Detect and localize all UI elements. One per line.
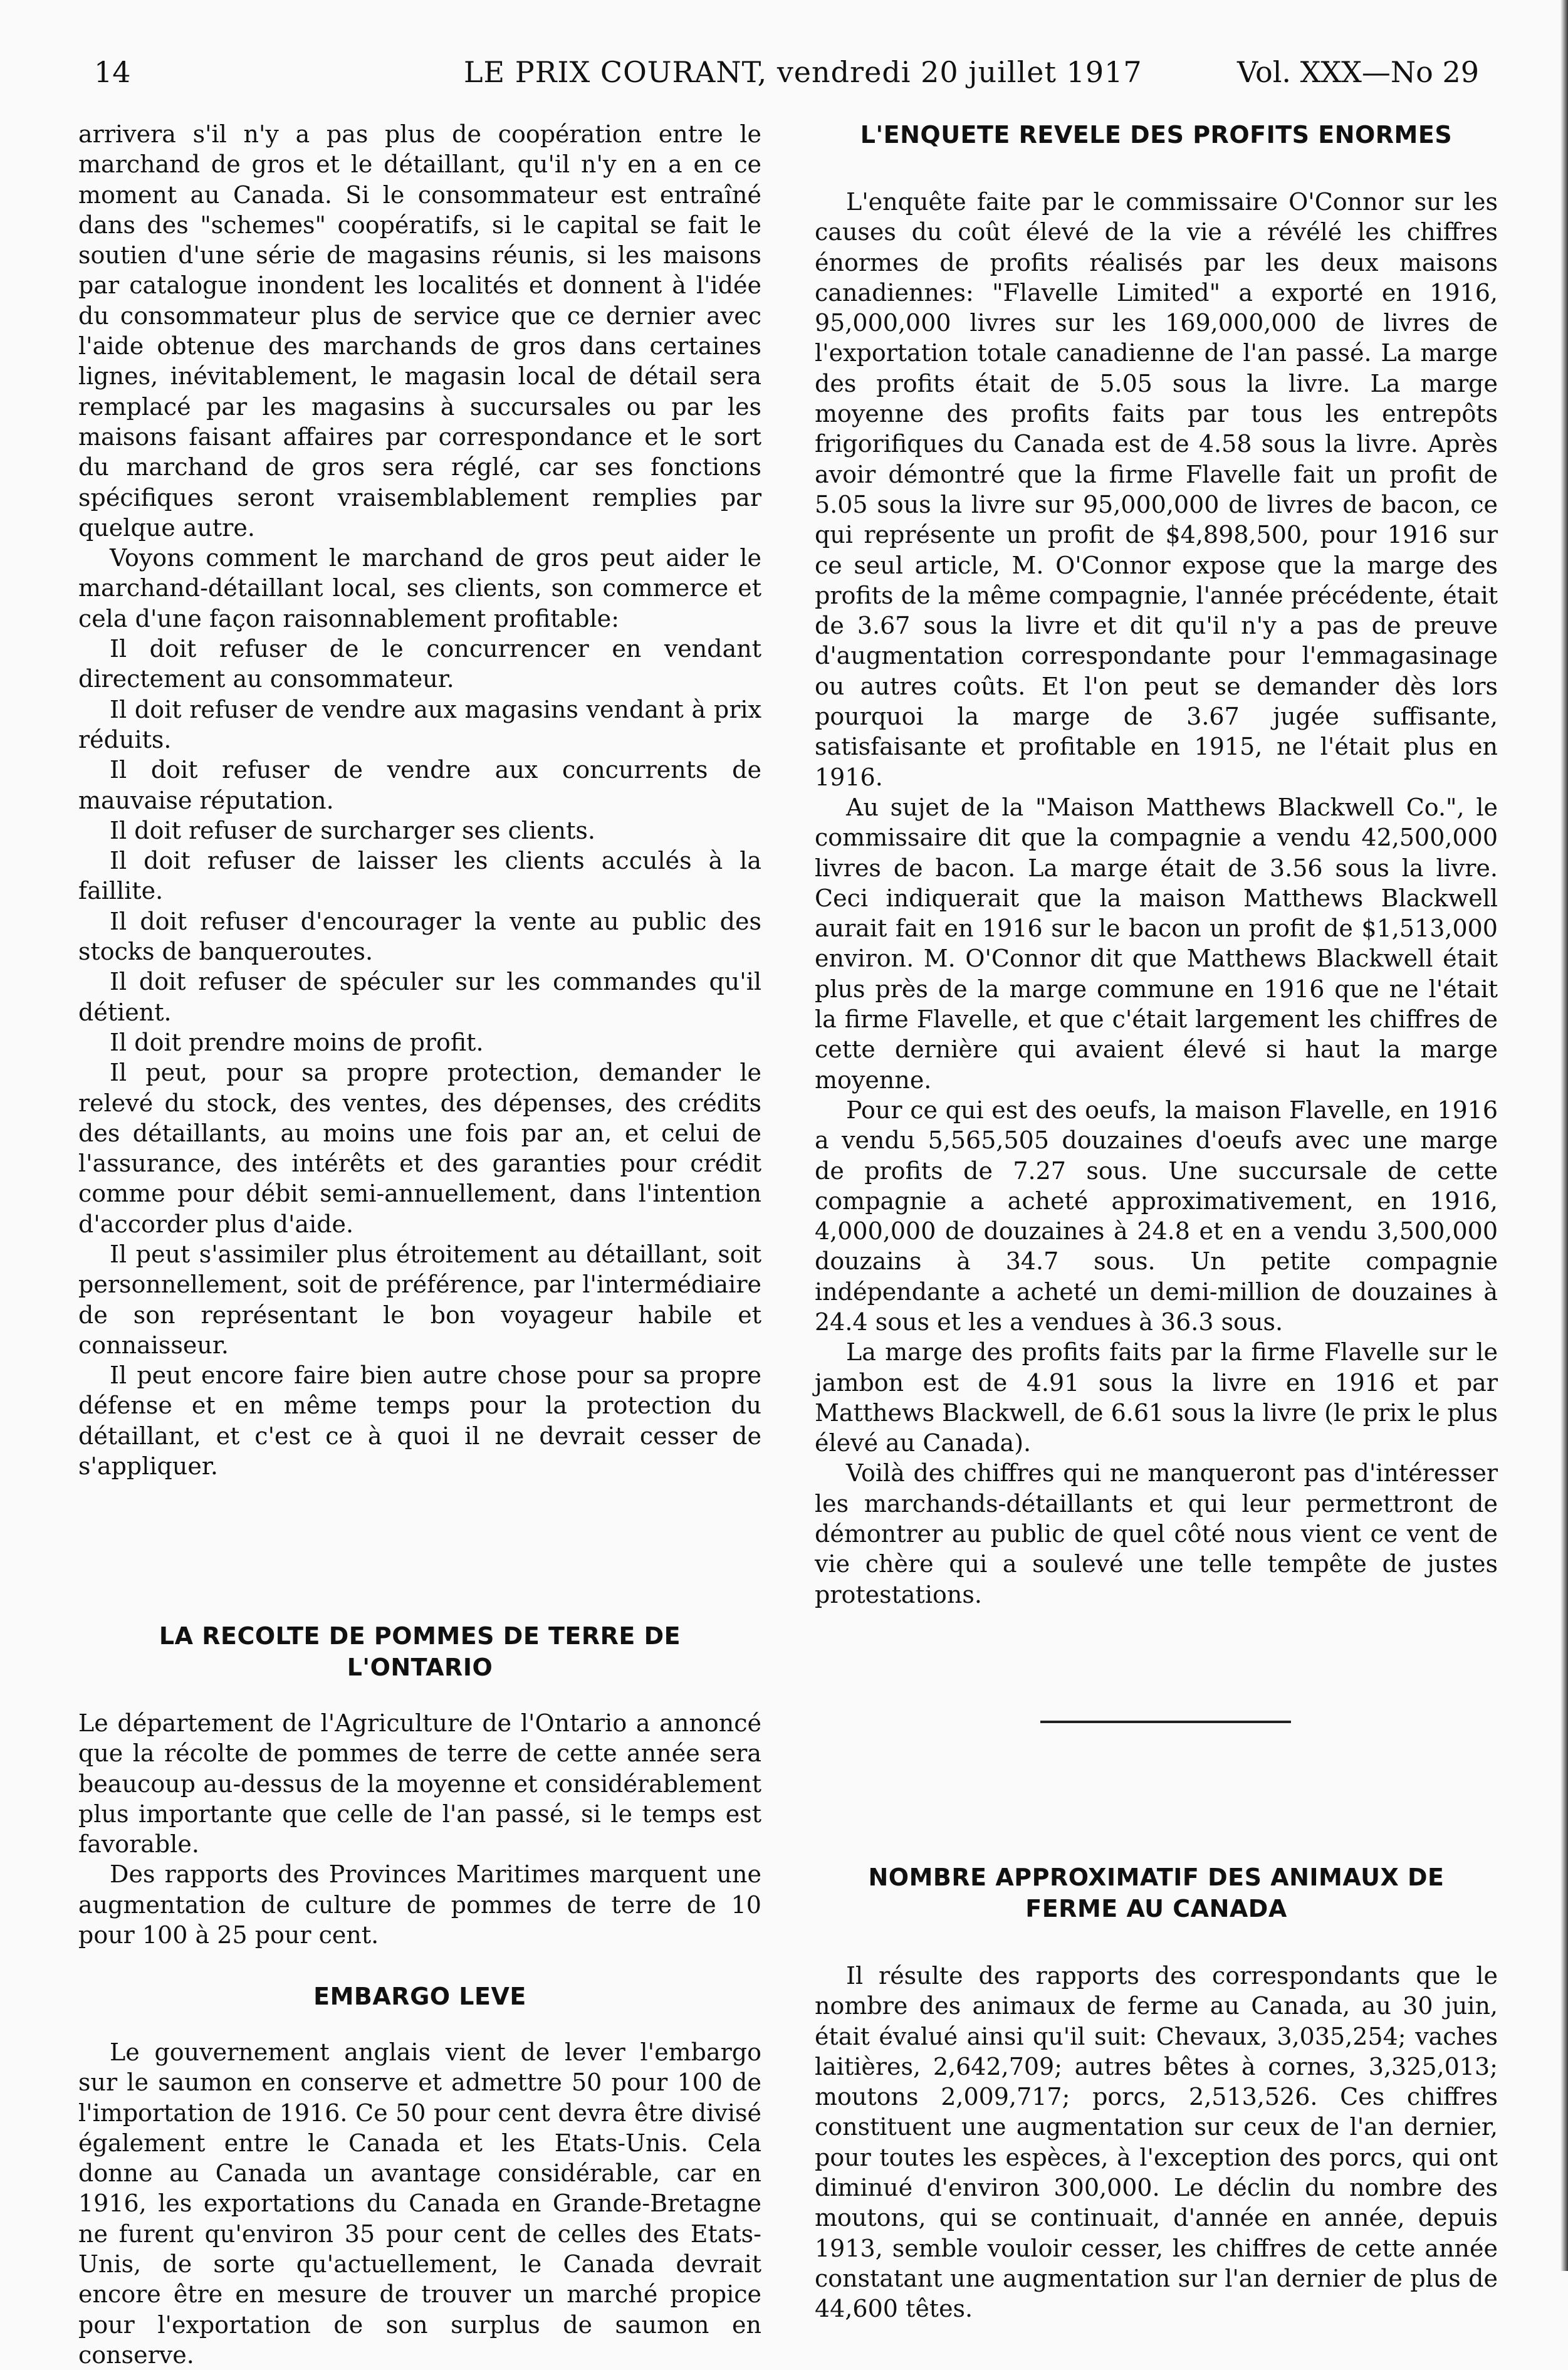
article-paragraph: Voyons comment le marchand de gros peut aider le marchand-détaillant local, ses clients, son commerce et cela d'une façon raisonnablement profitable:	[78, 544, 761, 632]
publication-title: LE PRIX COURANT, vendredi 20 juillet 1917	[464, 55, 1142, 89]
section-divider	[1040, 1721, 1291, 1723]
page-number: 14	[94, 55, 131, 89]
page-header	[88, 50, 1479, 94]
article-paragraph: Il peut s'assimiler plus étroitement au détaillant, soit personnellement, soit de préférence, par l'intermédiaire de son représentant le bon voyageur habile et connaisseur.	[78, 1240, 761, 1359]
article-paragraph: Il doit prendre moins de profit.	[110, 1028, 484, 1056]
article-paragraph: Voilà des chiffres qui ne manqueront pas d'intéresser les marchands-détaillants et qui leur permettront de démontrer au public de quel côté nous vient ce vent de vie chère qui a soulevé une telle tempête de justes protestations.	[815, 1459, 1498, 1608]
section-heading: LA RECOLTE DE POMMES DE TERRE DE	[159, 1622, 681, 1650]
volume-number: Vol. XXX—No 29	[1237, 55, 1479, 89]
enquete-section	[815, 119, 1498, 1610]
section-heading: FERME AU CANADA	[1025, 1895, 1287, 1922]
article-paragraph: La marge des profits faits par la firme Flavelle sur le jambon est de 4.91 sous la livre en 1916 et par Matthews Blackwell, de 6.61 sous la livre (le prix le plus élevé au Canada).	[815, 1338, 1498, 1457]
farm-animals-section	[815, 1862, 1498, 2324]
article-paragraph: Il peut encore faire bien autre chose pour sa propre défense et en même temps pour la protection du détaillant, et c'est ce à quoi il ne devrait cesser de s'appliquer.	[78, 1361, 761, 1481]
embargo-section	[78, 1981, 761, 2370]
article-paragraph: Il doit refuser de spéculer sur les commandes qu'il détient.	[78, 968, 761, 1026]
article-paragraph: arrivera s'il n'y a pas plus de coopération entre le marchand de gros et le détaillant, qu'il n'y en a en ce moment au Canada. Si le consommateur est entraîné dans des "schemes" coopératifs, si le capital se fait le soutien d'une série de magasins réunis, si les maisons par catalogue inondent les localités et donnent à l'idée du consommateur plus de service que ce dernier avec l'aide obtenue des marchands de gros dans certaines lignes, inévitablement, le magasin local de détail sera remplacé par les magasins à succursales ou par les maisons faisant affaires par correspondance et le sort du marchand de gros sera réglé, car ses fonctions spécifiques seront vraisemblablement remplies par quelque autre.	[78, 120, 761, 542]
potato-harvest-section	[78, 1620, 761, 1950]
page-edge	[1560, 0, 1568, 2271]
article-paragraph: Le gouvernement anglais vient de lever l'embargo sur le saumon en conserve et admettre 50 pour 100 de l'importation de 1916. Ce 50 pour cent devra être divisé également entre le Canada et les Etats-Unis. Cela donne au Canada un avantage considérable, car en 1916, les exportations du Canada en Grande-Bretagne ne furent qu'environ 35 pour cent de celles des Etats-Unis, de sorte qu'actuellement, le Canada devrait encore être en mesure de trouver un marché propice pour l'exportation de son surplus de saumon en conserve.	[78, 2038, 761, 2369]
section-heading: NOMBRE APPROXIMATIF DES ANIMAUX DE	[868, 1864, 1445, 1891]
left-column	[78, 119, 761, 2369]
article-paragraph: L'enquête faite par le commissaire O'Connor sur les causes du coût élevé de la vie a révélé les chiffres énormes de profits réalisés par les deux maisons canadiennes: "Flavelle Limited" a exporté en 1916, 95,000,000 livres sur les 169,000,000 de livres de l'exportation totale canadienne de l'an passé. La marge des profits était de 5.05 sous la livre. La marge moyenne des profits faits par tous les entrepôts frigorifiques du Canada est de 4.58 sous la livre. Après avoir démontré que la firme Flavelle fait un profit de 5.05 sous la livre sur 95,000,000 de livres de bacon, ce qui représente un profit de $4,898,500, pour 1916 sur ce seul article, M. O'Connor expose que la marge des profits de la même compagnie, l'année précédente, était de 3.67 sous la livre et dit qu'il n'y a pas de preuve d'augmentation correspondante pour l'emmagasinage ou autres coûts. Et l'on peut se demander dès lors pourquoi la marge de 3.67 jugée suffisante, satisfaisante et profitable en 1915, ne l'était plus en 1916.	[815, 188, 1498, 791]
section-heading: L'ENQUETE REVELE DES PROFITS ENORMES	[860, 121, 1453, 149]
article-paragraph: Le département de l'Agriculture de l'Ontario a annoncé que la récolte de pommes de terre de cette année sera beaucoup au-dessus de la moyenne et considérablement plus importante que celle de l'an passé, si le temps est favorable.	[78, 1709, 761, 1859]
article-paragraph: Pour ce qui est des oeufs, la maison Flavelle, en 1916 a vendu 5,565,505 douzaines d'oeufs avec une marge de profits de 7.27 sous. Une succursale de cette compagnie a acheté approximativement, en 1916, 4,000,000 de douzaines à 24.8 et en a vendu 3,500,000 douzains à 34.7 sous. Un petite compagnie indépendante a acheté un demi-million de douzaines à 24.4 sous et les a vendues à 36.3 sous.	[815, 1096, 1498, 1336]
article-paragraph: Il doit refuser de vendre aux concurrents de mauvaise réputation.	[78, 756, 761, 814]
article-paragraph: Il doit refuser de le concurrencer en vendant directement au consommateur.	[78, 635, 761, 693]
article-paragraph: Il doit refuser de surcharger ses clients.	[110, 816, 596, 844]
article-paragraph: Des rapports des Provinces Maritimes marquent une augmentation de culture de pommes de terre de 10 pour 100 à 25 pour cent.	[78, 1860, 761, 1949]
section-heading: L'ONTARIO	[347, 1654, 493, 1681]
article-paragraph: Il peut, pour sa propre protection, demander le relevé du stock, des ventes, des dépenses, des crédits des détaillants, au moins une fois par an, et celui de l'assurance, des intérêts et des garanties pour crédit comme pour débit semi-annuellement, dans l'intention d'accorder plus d'aide.	[78, 1059, 761, 1238]
article-paragraph: Il doit refuser de vendre aux magasins vendant à prix réduits.	[78, 695, 761, 753]
article-paragraph: Au sujet de la "Maison Matthews Blackwell Co.", le commissaire dit que la compagnie a vendu 42,500,000 livres de bacon. La marge était de 3.56 sous la livre. Ceci indiquerait que la maison Matthews Blackwell aurait fait en 1916 sur le bacon un profit de $1,513,000 environ. M. O'Connor dit que Matthews Blackwell était plus près de la marge commune en 1916 que ne l'était la firme Flavelle, et que c'était largement les chiffres de cette dernière qui avaient élevé si haut la marge moyenne.	[815, 793, 1498, 1094]
article-paragraph: Il doit refuser d'encourager la vente au public des stocks de banqueroutes.	[78, 907, 761, 966]
section-heading: EMBARGO LEVE	[313, 1983, 526, 2010]
article-paragraph: Il résulte des rapports des correspondants que le nombre des animaux de ferme au Canada, au 30 juin, était évalué ainsi qu'il suit: Chevaux, 3,035,254; vaches laitières, 2,642,709; autres bêtes à cornes, 3,325,013; moutons 2,009,717; porcs, 2,513,526. Ces chiffres constituent une augmentation sur ceux de l'an dernier, pour toutes les espèces, à l'exception des porcs, qui ont diminué d'environ 300,000. Le déclin du nombre des moutons, qui se continuait, d'année en année, depuis 1913, semble vouloir cesser, les chiffres de cette année constatant une augmentation sur l'an dernier de plus de 44,600 têtes.	[815, 1962, 1498, 2323]
article-paragraph: Il doit refuser de laisser les clients acculés à la faillite.	[78, 847, 761, 905]
